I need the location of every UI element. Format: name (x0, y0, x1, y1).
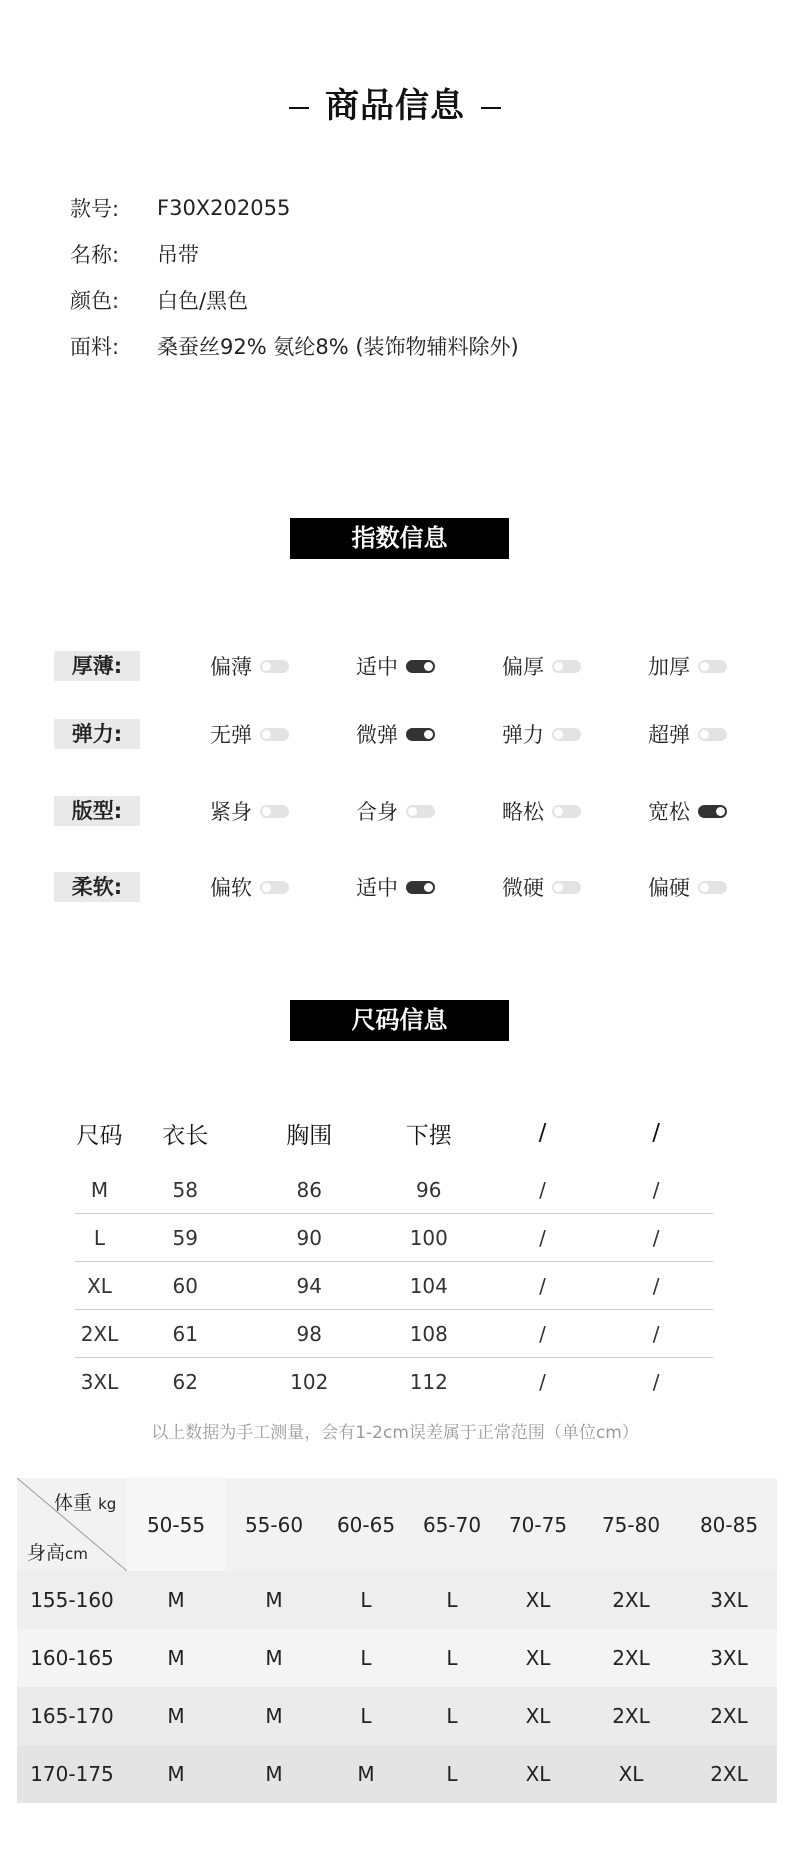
size-cell: 94 (296, 1273, 322, 1298)
weight-header-cell: 55-60 (244, 1512, 304, 1537)
recommend-corner-cell (17, 1478, 127, 1571)
recommended-size-cell: L (360, 1646, 372, 1670)
info-label: 名称: (70, 243, 120, 267)
size-cell: 58 (172, 1177, 198, 1202)
index-option-label: 无弹 (210, 723, 252, 747)
size-recommendation-table (17, 1478, 777, 1803)
recommended-size-cell: 2XL (612, 1646, 650, 1670)
index-info-header: 指数信息 (290, 518, 509, 559)
height-label: 身高 (27, 1542, 66, 1564)
index-row-label: 厚薄: (54, 651, 140, 681)
height-axis-label (27, 1538, 88, 1565)
table-row (75, 1214, 713, 1262)
recommended-size-cell: M (167, 1588, 185, 1612)
index-option (210, 871, 289, 903)
weight-header-cell: 70-75 (508, 1512, 568, 1537)
recommended-size-cell: M (167, 1704, 185, 1728)
table-row (17, 1629, 777, 1687)
size-cell: / (539, 1321, 546, 1346)
size-info-header: 尺码信息 (290, 1000, 509, 1041)
recommended-size-cell: M (265, 1704, 283, 1728)
index-option-label: 适中 (356, 655, 398, 679)
index-row (54, 718, 744, 750)
weight-axis-label (54, 1488, 116, 1515)
index-option (648, 650, 727, 682)
recommended-size-cell: 2XL (710, 1704, 748, 1728)
recommended-size-cell: XL (525, 1762, 551, 1786)
size-cell: / (539, 1225, 546, 1250)
size-cell: 108 (409, 1321, 448, 1346)
size-cell: 2XL (80, 1321, 119, 1346)
index-option-label: 适中 (356, 876, 398, 900)
size-cell: 59 (172, 1225, 198, 1250)
index-option-label: 弹力 (502, 723, 544, 747)
size-cell: 102 (290, 1370, 329, 1394)
size-cell: / (539, 1273, 546, 1298)
size-cell: 60 (172, 1273, 198, 1298)
toggle-on-icon (406, 728, 435, 741)
info-value: 桑蚕丝92% 氨纶8% (装饰物辅料除外) (157, 335, 519, 359)
info-value: F30X202055 (157, 196, 291, 220)
index-option-label: 加厚 (648, 655, 690, 679)
info-value: 白色/黑色 (157, 289, 249, 313)
index-option-label: 偏软 (210, 876, 252, 900)
index-option-label: 微弹 (356, 723, 398, 747)
recommended-size-cell: XL (618, 1762, 644, 1786)
size-cell: / (652, 1225, 660, 1250)
recommended-size-cell: M (265, 1646, 283, 1670)
toggle-off-icon (260, 728, 289, 741)
size-cell: 90 (296, 1225, 322, 1250)
index-option-label: 超弹 (648, 723, 690, 747)
toggle-off-icon (260, 660, 289, 673)
height-range-cell: 165-170 (30, 1704, 114, 1728)
size-cell: 112 (409, 1370, 448, 1394)
product-info-title (0, 78, 790, 127)
toggle-off-icon (260, 805, 289, 818)
size-header-cell: 下摆 (405, 1122, 452, 1149)
index-option (648, 871, 727, 903)
size-cell: 86 (296, 1177, 322, 1202)
size-table (75, 1100, 713, 1406)
info-value: 吊带 (157, 243, 199, 267)
table-row (75, 1166, 713, 1214)
index-row-label: 柔软: (54, 872, 140, 902)
toggle-off-icon (698, 728, 727, 741)
table-row (75, 1262, 713, 1310)
size-header-cell: / (652, 1120, 661, 1146)
toggle-off-icon (552, 805, 581, 818)
info-row-style-no (70, 185, 519, 231)
index-option-label: 偏硬 (648, 876, 690, 900)
title-dash-right (481, 107, 501, 109)
index-option (502, 718, 581, 750)
size-cell: 3XL (80, 1370, 119, 1394)
info-label: 面料: (70, 335, 120, 359)
index-option-label: 紧身 (210, 800, 252, 824)
info-row-fabric (70, 323, 519, 369)
size-cell: / (652, 1370, 660, 1394)
size-cell: 96 (416, 1177, 442, 1202)
height-range-cell: 170-175 (30, 1762, 114, 1786)
weight-header-cell: 50-55 (127, 1478, 225, 1571)
index-option-label: 偏薄 (210, 655, 252, 679)
index-option (502, 871, 581, 903)
size-table-body (75, 1166, 713, 1406)
info-row-color (70, 277, 519, 323)
index-option (356, 795, 435, 827)
measurement-note: 以上数据为手工测量，会有1-2cm误差属于正常范围（单位cm） (151, 1423, 639, 1443)
toggle-off-icon (552, 660, 581, 673)
index-option (502, 795, 581, 827)
index-option (210, 718, 289, 750)
index-option-label: 微硬 (502, 876, 544, 900)
index-option (356, 650, 435, 682)
toggle-off-icon (698, 881, 727, 894)
size-cell: 98 (296, 1321, 322, 1346)
index-option (648, 718, 727, 750)
table-row (17, 1571, 777, 1629)
recommend-body (17, 1571, 777, 1803)
recommended-size-cell: L (446, 1646, 458, 1670)
size-header-cell: 尺码 (76, 1122, 123, 1149)
weight-unit: kg (98, 1495, 117, 1513)
info-label: 款号: (70, 197, 120, 221)
size-header-cell: / (538, 1120, 547, 1146)
recommended-size-cell: 3XL (710, 1588, 748, 1612)
size-cell: 104 (409, 1273, 448, 1298)
index-row (54, 650, 744, 682)
size-cell: 61 (172, 1321, 198, 1346)
height-range-cell: 155-160 (30, 1588, 114, 1612)
size-table-header (75, 1100, 713, 1166)
recommended-size-cell: 2XL (612, 1588, 650, 1612)
index-option (210, 650, 289, 682)
toggle-off-icon (260, 881, 289, 894)
index-option-label: 合身 (356, 800, 398, 824)
product-info-list (70, 185, 519, 369)
index-option-label: 略松 (502, 800, 544, 824)
size-header-cell: 衣长 (162, 1122, 209, 1149)
index-row (54, 871, 744, 903)
info-label: 颜色: (70, 289, 120, 313)
recommended-size-cell: XL (525, 1704, 551, 1728)
size-cell: / (539, 1370, 546, 1394)
table-row (17, 1745, 777, 1803)
size-cell: / (652, 1321, 660, 1346)
index-row-label: 弹力: (54, 719, 140, 749)
index-option (356, 871, 435, 903)
recommended-size-cell: L (446, 1588, 458, 1612)
recommended-size-cell: M (265, 1762, 283, 1786)
index-option (502, 650, 581, 682)
weight-header-cell: 75-80 (601, 1512, 661, 1537)
index-option-label: 宽松 (648, 800, 690, 824)
weight-header-cell: 60-65 (336, 1512, 396, 1537)
size-cell: XL (87, 1273, 112, 1298)
weight-header-cell: 80-85 (699, 1512, 759, 1537)
recommended-size-cell: 2XL (612, 1704, 650, 1728)
index-row-label: 版型: (54, 796, 140, 826)
recommended-size-cell: L (360, 1588, 372, 1612)
weight-header-cell: 65-70 (422, 1512, 482, 1537)
table-row (75, 1310, 713, 1358)
weight-label: 体重 (54, 1492, 93, 1514)
recommended-size-cell: M (167, 1762, 185, 1786)
size-cell: 100 (409, 1225, 448, 1250)
size-cell: M (90, 1177, 109, 1202)
index-option (356, 718, 435, 750)
toggle-off-icon (698, 660, 727, 673)
toggle-off-icon (552, 881, 581, 894)
index-option (648, 795, 727, 827)
index-row (54, 795, 744, 827)
recommended-size-cell: 2XL (710, 1762, 748, 1786)
recommended-size-cell: L (446, 1704, 458, 1728)
recommended-size-cell: XL (525, 1588, 551, 1612)
toggle-on-icon (406, 660, 435, 673)
height-unit: cm (65, 1545, 88, 1563)
size-cell: / (652, 1177, 660, 1202)
recommended-size-cell: M (357, 1762, 375, 1786)
recommend-header (17, 1478, 777, 1571)
index-option-label: 偏厚 (502, 655, 544, 679)
title-dash-left (289, 107, 309, 109)
recommended-size-cell: M (265, 1588, 283, 1612)
index-option (210, 795, 289, 827)
recommended-size-cell: L (360, 1704, 372, 1728)
toggle-off-icon (552, 728, 581, 741)
table-row (75, 1358, 713, 1406)
recommended-size-cell: M (167, 1646, 185, 1670)
toggle-on-icon (406, 881, 435, 894)
info-row-name (70, 231, 519, 277)
size-cell: 62 (172, 1370, 198, 1394)
table-row (17, 1687, 777, 1745)
recommended-size-cell: L (446, 1762, 458, 1786)
height-range-cell: 160-165 (30, 1646, 114, 1670)
toggle-on-icon (698, 805, 727, 818)
product-info-title-text: 商品信息 (325, 86, 465, 126)
size-cell: / (652, 1273, 660, 1298)
size-header-cell: 胸围 (286, 1122, 333, 1149)
recommended-size-cell: 3XL (710, 1646, 748, 1670)
size-cell: L (93, 1225, 106, 1250)
recommended-size-cell: XL (525, 1646, 551, 1670)
toggle-off-icon (406, 805, 435, 818)
size-cell: / (539, 1177, 546, 1202)
